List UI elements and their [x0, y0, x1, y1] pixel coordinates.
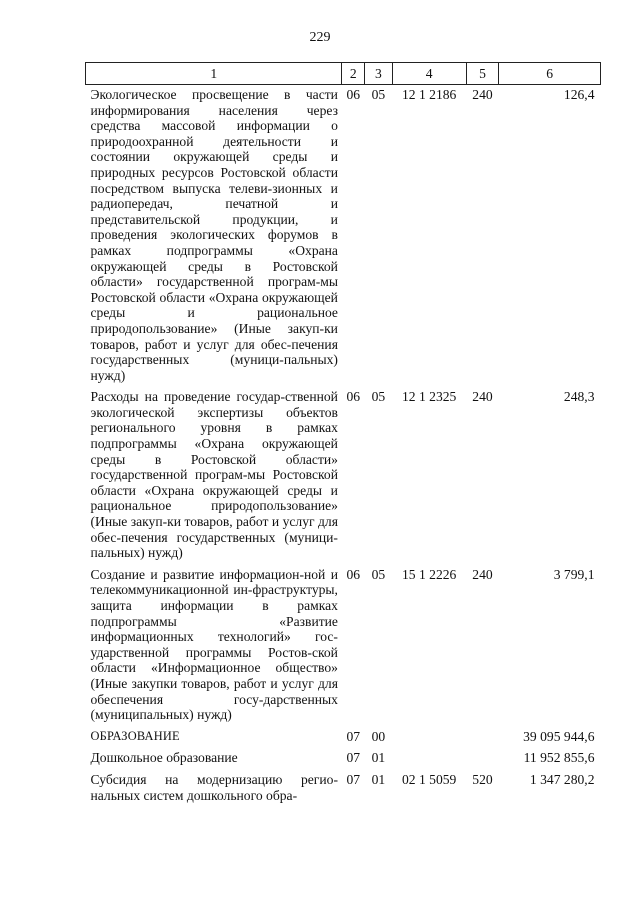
table-row — [86, 770, 601, 807]
row-amount: 3 799,1 — [553, 566, 595, 582]
row-expense: 240 — [472, 87, 493, 102]
row-target — [392, 727, 466, 749]
row-description: ОБРАЗОВАНИЕ — [90, 728, 180, 743]
row-description: Субсидия на модернизацию регио-нальных систем дошкольного обра- — [90, 771, 338, 803]
row-expense — [466, 727, 499, 749]
table-row — [86, 748, 601, 770]
row-subsection: 05 — [371, 566, 386, 582]
row-amount: 248,3 — [563, 389, 595, 405]
row-amount: 39 095 944,6 — [523, 728, 595, 744]
row-subsection: 01 — [371, 771, 386, 787]
column-header-6: 6 — [499, 63, 601, 85]
column-header-4: 4 — [392, 63, 466, 85]
table-row — [86, 727, 601, 749]
row-expense: 520 — [472, 771, 493, 787]
budget-table — [85, 62, 601, 807]
table-row — [86, 387, 601, 565]
row-amount: 126,4 — [563, 87, 595, 102]
row-description: Экологическое просвещение в части информирования населения через средства массовой информации о природоохранной деятельности и состоянии окружающей среды и природных ресурсов Ростовской области посредством выпуска телеви-зионных и радиопередач, печатной и представительской продукции, и проведения экологических форумов в рамках подпрограммы «Охрана окружающей среды в Ростовской области» государственной програм-мы Ростовской области «Охрана окружающей среды и рациональное природопользование» (Иные закуп-ки товаров, работ и услуг для обес-печения государственных (муници-пальных) нужд) — [90, 87, 338, 383]
row-expense: 240 — [472, 566, 493, 582]
row-target: 15 1 2226 — [401, 566, 457, 582]
row-expense: 240 — [472, 389, 493, 405]
row-target — [392, 748, 466, 770]
table-row — [86, 85, 601, 388]
column-header-1: 1 — [86, 63, 342, 85]
row-description: Дошкольное образование — [90, 750, 238, 766]
row-target: 02 1 5059 — [401, 771, 457, 787]
row-amount: 1 347 280,2 — [529, 771, 595, 787]
row-subsection: 05 — [371, 389, 386, 405]
page-number: 229 — [309, 30, 331, 45]
row-section: 06 — [346, 87, 361, 102]
row-amount: 11 952 855,6 — [523, 750, 595, 766]
table-row — [86, 565, 601, 727]
row-description: Создание и развитие информацион-ной и телекоммуникационной ин-фраструктуры, защита информации в рамках подпрограммы «Развитие информационных технологий» гос-ударственной программы Ростов-ской области «Информационное общество» (Иные закупки товаров, работ и услуг для обеспечения госу-дарственных (муниципальных) нужд) — [90, 566, 338, 723]
header-row — [86, 63, 601, 85]
row-description: Расходы на проведение государ-ственной экологической экспертизы объектов регионального уровня в рамках подпрограммы «Охрана окружающей среды в Ростовской области» государственной програм-мы Ростовской области «Охрана окружающей среды и рациональное природопользование» (Иные закуп-ки товаров, работ и услуг для обес-печения государственных (муници-пальных) нужд) — [90, 389, 338, 561]
row-subsection: 01 — [371, 750, 386, 766]
row-target: 12 1 2325 — [401, 389, 457, 405]
row-section: 07 — [346, 771, 361, 787]
row-section: 07 — [346, 750, 361, 766]
row-subsection: 00 — [371, 728, 386, 744]
row-section: 07 — [346, 728, 361, 744]
row-target: 12 1 2186 — [401, 87, 457, 102]
column-header-2: 2 — [342, 63, 365, 85]
column-header-5: 5 — [466, 63, 499, 85]
row-section: 06 — [346, 566, 361, 582]
row-expense — [466, 748, 499, 770]
row-subsection: 05 — [371, 87, 386, 102]
column-header-3: 3 — [365, 63, 393, 85]
row-section: 06 — [346, 389, 361, 405]
